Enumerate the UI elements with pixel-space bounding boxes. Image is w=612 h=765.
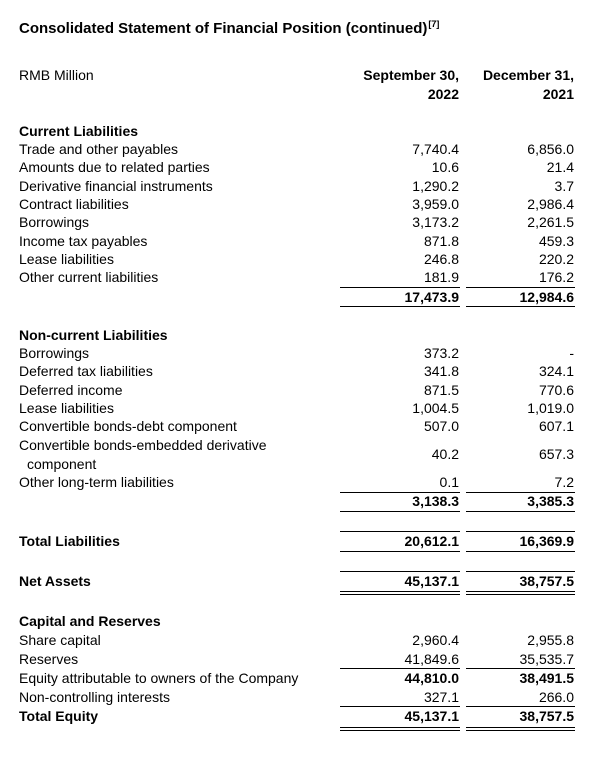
value-2021: 3.7 <box>554 178 574 194</box>
column-header-line1: December 31, <box>482 67 574 83</box>
value-2021: 38,757.5 <box>519 708 574 724</box>
statement-title <box>19 19 439 37</box>
table-row <box>0 399 612 418</box>
value-2021: 16,369.9 <box>519 533 574 549</box>
table-row <box>0 631 612 650</box>
value-2022: 507.0 <box>423 418 459 434</box>
total-equity-row <box>0 707 612 726</box>
row-label: Total Equity <box>19 708 99 724</box>
value-2022: 2,960.4 <box>412 632 459 648</box>
row-label: Borrowings <box>19 214 90 230</box>
table-row <box>0 232 612 251</box>
value-2021: 1,019.0 <box>527 400 574 416</box>
double-rule <box>340 594 460 595</box>
table-row <box>0 158 612 177</box>
value-2022: 45,137.1 <box>404 573 459 589</box>
row-label: Deferred tax liabilities <box>19 363 153 379</box>
value-2022: 40.2 <box>431 446 459 462</box>
row-label: Other long-term liabilities <box>19 474 174 490</box>
title-footnote: [7] <box>428 19 440 29</box>
row-label: Lease liabilities <box>19 251 114 267</box>
table-row <box>0 140 612 159</box>
double-rule <box>340 591 460 592</box>
subtotal-2022: 17,473.9 <box>404 289 459 305</box>
value-2022: 327.1 <box>423 689 459 705</box>
table-row <box>0 195 612 214</box>
row-label: Other current liabilities <box>19 269 159 285</box>
value-2022: 20,612.1 <box>404 533 459 549</box>
table-row <box>0 650 612 669</box>
row-label-continuation: component <box>27 456 97 472</box>
section-heading-row <box>0 122 612 141</box>
row-label: Reserves <box>19 651 79 667</box>
value-2021: 607.1 <box>538 418 574 434</box>
row-label: Equity attributable to owners of the Company <box>19 670 299 686</box>
column-header-line1: September 30, <box>363 67 459 83</box>
value-2022: 1,004.5 <box>412 400 459 416</box>
value-2022: 246.8 <box>423 251 459 267</box>
row-label: Trade and other payables <box>19 141 179 157</box>
row-label: Share capital <box>19 632 101 648</box>
value-2022: 3,173.2 <box>412 214 459 230</box>
value-2021: 38,757.5 <box>519 573 574 589</box>
value-2021: 266.0 <box>538 689 574 705</box>
section-heading-row <box>0 612 612 631</box>
subtotal-2022: 3,138.3 <box>412 493 459 509</box>
column-header-dec-2021 <box>462 66 574 104</box>
table-row <box>0 177 612 196</box>
double-rule <box>340 727 460 728</box>
value-2021: - <box>569 345 574 361</box>
double-rule <box>466 730 575 731</box>
table-row <box>0 213 612 232</box>
column-header-sep-2022 <box>330 66 459 104</box>
row-label: Net Assets <box>19 573 91 589</box>
value-2022: 41,849.6 <box>404 651 459 667</box>
subtotal-rule <box>340 511 460 512</box>
row-label: Lease liabilities <box>19 400 114 416</box>
double-rule <box>466 591 575 592</box>
table-row <box>0 381 612 400</box>
value-2021: 324.1 <box>538 363 574 379</box>
subtotal-row <box>0 288 612 307</box>
value-2021: 6,856.0 <box>527 141 574 157</box>
table-row <box>0 362 612 381</box>
row-label: Contract liabilities <box>19 196 129 212</box>
value-2021: 657.3 <box>538 446 574 462</box>
table-row <box>0 268 612 287</box>
value-2022: 3,959.0 <box>412 196 459 212</box>
table-row <box>0 250 612 269</box>
value-2022: 0.1 <box>439 474 459 490</box>
table-row <box>0 344 612 363</box>
table-row <box>0 436 612 474</box>
value-2022: 373.2 <box>423 345 459 361</box>
table-row <box>0 417 612 436</box>
table-row <box>0 688 612 707</box>
subtotal-rule <box>466 511 575 512</box>
section-heading-row <box>0 326 612 345</box>
value-2022: 341.8 <box>423 363 459 379</box>
section-heading: Non-current Liabilities <box>19 327 168 343</box>
double-rule <box>466 727 575 728</box>
value-2021: 770.6 <box>538 382 574 398</box>
total-liabilities-row <box>0 532 612 551</box>
value-2021: 35,535.7 <box>519 651 574 667</box>
value-2022: 871.8 <box>423 233 459 249</box>
value-2021: 176.2 <box>538 269 574 285</box>
value-2022: 181.9 <box>423 269 459 285</box>
subtotal-rule <box>466 306 575 307</box>
row-label: Income tax payables <box>19 233 148 249</box>
row-label: Convertible bonds-embedded derivative <box>19 437 267 453</box>
row-label: Convertible bonds-debt component <box>19 418 237 434</box>
total-rule <box>340 551 460 552</box>
section-heading: Current Liabilities <box>19 123 139 139</box>
table-row <box>0 669 612 688</box>
double-rule <box>466 594 575 595</box>
row-label: Amounts due to related parties <box>19 159 210 175</box>
value-2022: 871.5 <box>423 382 459 398</box>
row-label: Borrowings <box>19 345 90 361</box>
value-2021: 2,955.8 <box>527 632 574 648</box>
subtotal-2021: 3,385.3 <box>527 493 574 509</box>
value-2022: 10.6 <box>431 159 459 175</box>
value-2022: 44,810.0 <box>404 670 459 686</box>
value-2022: 1,290.2 <box>412 178 459 194</box>
column-header-line2: 2021 <box>542 86 574 102</box>
value-2022: 45,137.1 <box>404 708 459 724</box>
value-2022: 7,740.4 <box>412 141 459 157</box>
subtotal-2021: 12,984.6 <box>519 289 574 305</box>
row-label: Non-controlling interests <box>19 689 170 705</box>
table-row <box>0 473 612 492</box>
value-2021: 7.2 <box>554 474 574 490</box>
title-text: Consolidated Statement of Financial Position (continued) <box>19 20 428 37</box>
unit-label: RMB Million <box>19 67 94 83</box>
row-label: Deferred income <box>19 382 123 398</box>
net-assets-row <box>0 572 612 591</box>
row-label: Total Liabilities <box>19 533 120 549</box>
subtotal-rule <box>340 306 460 307</box>
value-2021: 38,491.5 <box>519 670 574 686</box>
total-rule <box>466 551 575 552</box>
section-heading: Capital and Reserves <box>19 613 161 629</box>
value-2021: 2,986.4 <box>527 196 574 212</box>
column-header-line2: 2022 <box>427 86 459 102</box>
value-2021: 459.3 <box>538 233 574 249</box>
row-label: Derivative financial instruments <box>19 178 213 194</box>
subtotal-row <box>0 492 612 511</box>
value-2021: 21.4 <box>546 159 574 175</box>
value-2021: 2,261.5 <box>527 214 574 230</box>
double-rule <box>340 730 460 731</box>
value-2021: 220.2 <box>538 251 574 267</box>
